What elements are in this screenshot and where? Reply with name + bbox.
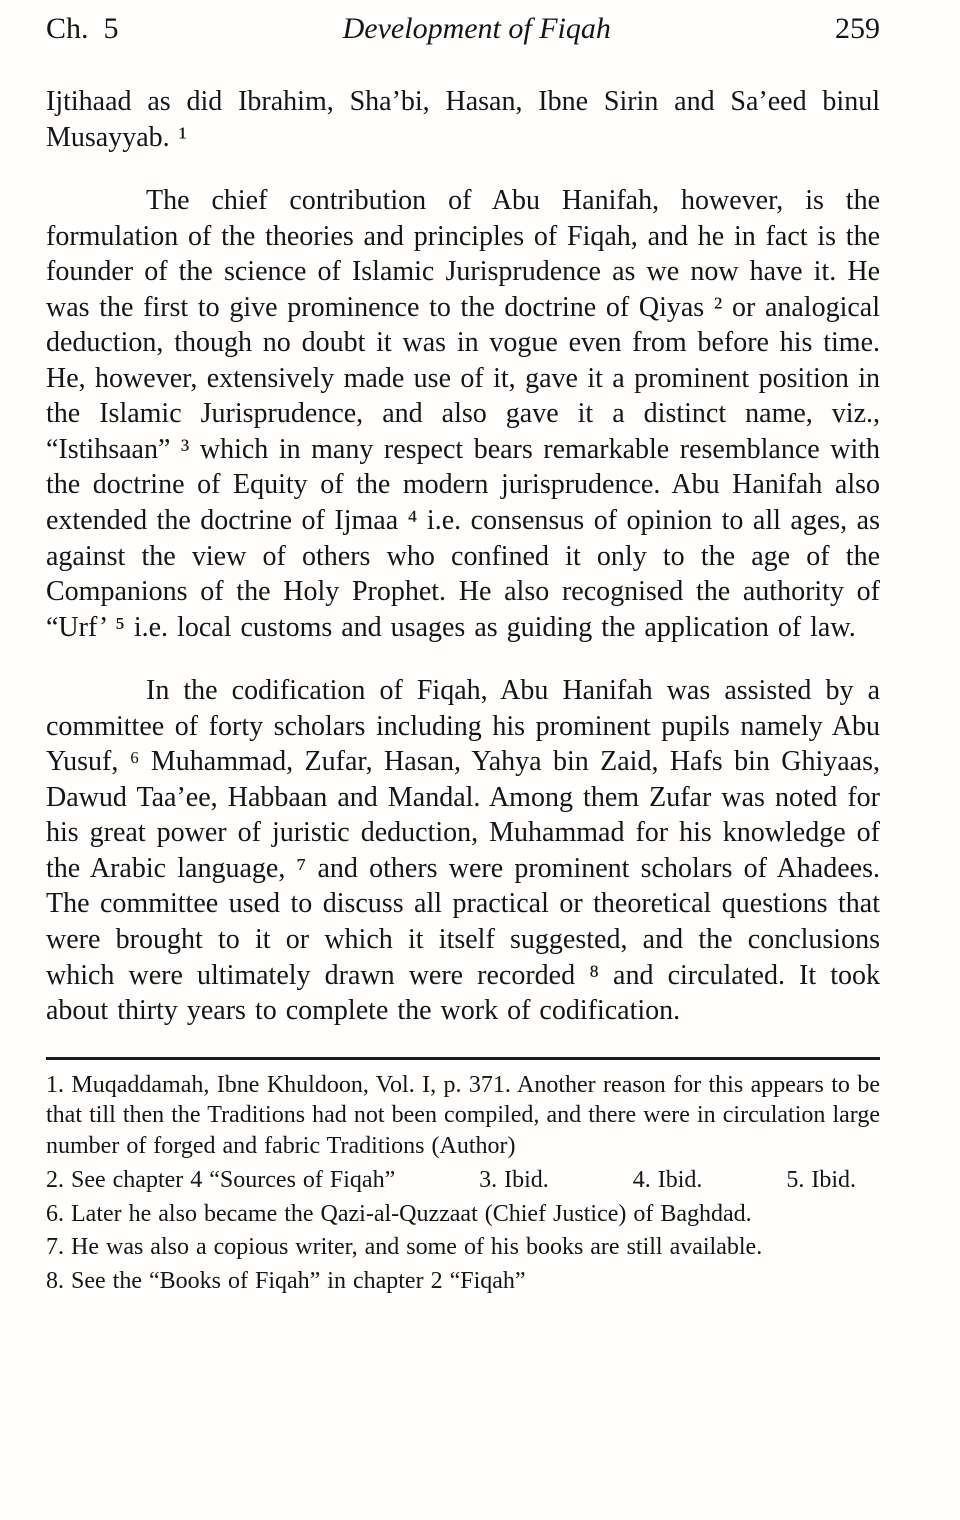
paragraph-ijtihaad: Ijtihaad as did Ibrahim, Sha’bi, Hasan, Ibne Sirin and Sa’eed binul Musayyab. ¹ (46, 86, 880, 153)
footnote-2: 2. See chapter 4 “Sources of Fiqah” (46, 1166, 396, 1193)
running-title: Development of Fiqah (342, 12, 611, 45)
footnote-row-2-to-5 (46, 1165, 880, 1196)
footnotes-section (46, 1070, 880, 1297)
footnote-4: 4. Ibid. (632, 1166, 703, 1193)
footnote-1: 1. Muqaddamah, Ibne Khuldoon, Vol. I, p. 371. Another reason for this appears to be that till then the Traditions had not been compiled, and there were in circulation large number of forged and fabric Traditions (Author) (46, 1071, 880, 1160)
footnote-separator-rule (46, 1057, 880, 1060)
page-number: 259 (835, 12, 880, 45)
footnote-3: 3. Ibid. (479, 1166, 549, 1193)
paragraph-codification: In the codification of Fiqah, Abu Hanifah was assisted by a committee of forty scholars including his prominent pupils namely Abu Yusuf, ⁶ Muhammad, Zufar, Hasan, Yahya bin Zaid, Hafs bin Ghiyaas, Dawud Taa’ee, Habbaan and Mandal. Among them Zufar was noted for his great power of juristic deduction, Muhammad for his knowledge of the Arabic language, ⁷ and others were prominent scholars of Ahadees. The committee used to discuss all practical or theoretical questions that were brought to it or which it itself suggested, and the conclusions which were ultimately drawn were recorded ⁸ and circulated. It took about thirty years to complete the work of codification. (46, 675, 880, 1027)
footnote-8: 8. See the “Books of Fiqah” in chapter 2 “Fiqah” (46, 1267, 526, 1294)
footnote-6: 6. Later he also became the Qazi-al-Quzzaat (Chief Justice) of Baghdad. (46, 1200, 752, 1227)
footnote-5: 5. Ibid. (786, 1166, 856, 1193)
chapter-label: Ch. 5 (46, 12, 119, 45)
footnote-7: 7. He was also a copious writer, and some of his books are still available. (46, 1234, 763, 1261)
body-text (46, 84, 880, 1029)
paragraph-chief-contribution: The chief contribution of Abu Hanifah, however, is the formulation of the theories and principles of Fiqah, and he in fact is the founder of the science of Islamic Jurisprudence as we now have it. He was the first to give prominence to the doctrine of Qiyas ² or analogical deduction, though no doubt it was in vogue even from before his time. He, however, extensively made use of it, gave it a prominent position in the Islamic Jurisprudence, and also gave it a distinct name, viz., “Istihsaan” ³ which in many respect bears remarkable resemblance with the doctrine of Equity of the modern jurisprudence. Abu Hanifah also extended the doctrine of Ijmaa ⁴ i.e. consensus of opinion to all ages, as against the view of others who confined it only to the age of the Companions of the Holy Prophet. He also recognised the authority of “Urf’ ⁵ i.e. local customs and usages as guiding the application of law. (46, 185, 880, 643)
page-header (46, 12, 880, 46)
